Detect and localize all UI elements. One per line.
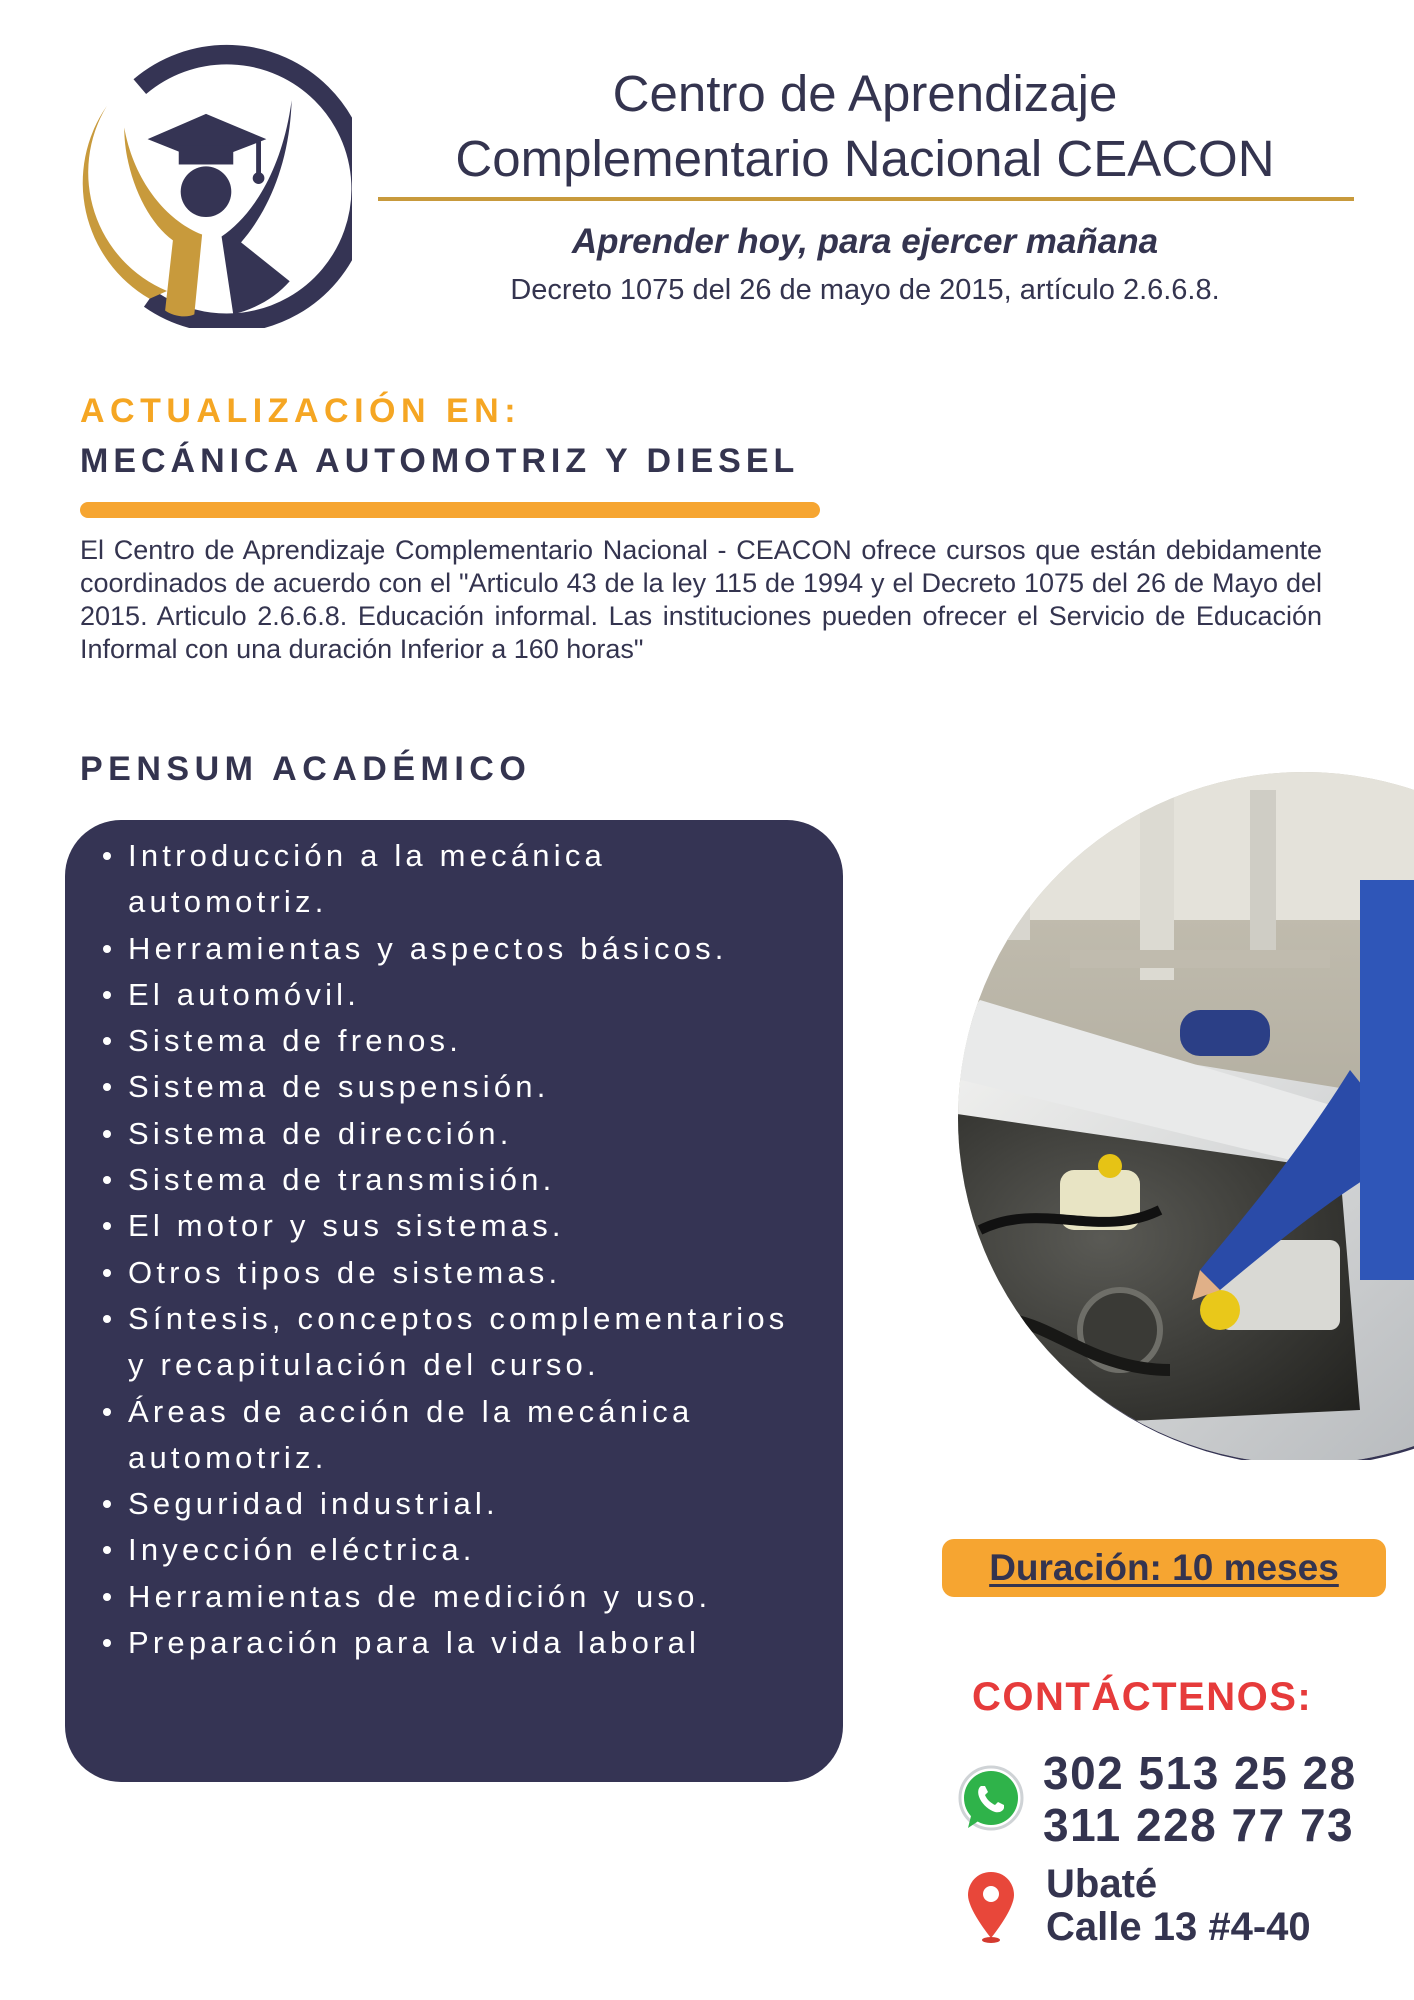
pensum-item: Áreas de acción de la mecánica automotriz. — [65, 1389, 813, 1482]
pensum-list — [65, 833, 813, 1666]
pensum-item: Sistema de transmisión. — [65, 1157, 813, 1203]
location-pin-icon — [966, 1870, 1016, 1944]
pensum-panel — [65, 820, 843, 1782]
duration-badge: Duración: 10 meses — [942, 1539, 1386, 1597]
course-intro-text: El Centro de Aprendizaje Complementario Nacional - CEACON ofrece cursos que están debidamente coordinados de acuerdo con el "Articulo 43 de la ley 115 de 1994 y el Decreto 1075 del 26 de Mayo del 2015. Articulo 2.6.6.8. Educación informal. Las instituciones pueden ofrecer el Servicio de Educación Informal con una duración Inferior a 160 horas" — [80, 535, 1322, 664]
address-street: Calle 13 #4-40 — [1046, 1905, 1311, 1949]
ceacon-logo-icon — [60, 36, 352, 328]
phone-number-2[interactable]: 311 228 77 73 — [1043, 1799, 1355, 1851]
phone-number-1[interactable]: 302 513 25 28 — [1043, 1747, 1357, 1799]
whatsapp-icon — [954, 1762, 1028, 1836]
course-subject: MECÁNICA AUTOMOTRIZ Y DIESEL — [80, 442, 800, 480]
pensum-item: Seguridad industrial. — [65, 1481, 813, 1527]
pensum-item: Síntesis, conceptos complementarios y recapitulación del curso. — [65, 1296, 813, 1389]
tagline: Aprender hoy, para ejercer mañana — [571, 222, 1159, 261]
decree-text: Decreto 1075 del 26 de mayo de 2015, artículo 2.6.6.8. — [510, 274, 1220, 306]
mechanic-photo — [920, 770, 1414, 1460]
pensum-item: Herramientas y aspectos básicos. — [65, 926, 813, 972]
pensum-item: Inyección eléctrica. — [65, 1527, 813, 1573]
title-line-1: Centro de Aprendizaje — [612, 65, 1118, 122]
pensum-item: Sistema de frenos. — [65, 1018, 813, 1064]
title-divider — [378, 197, 1354, 201]
section-divider — [80, 502, 820, 518]
pensum-title: PENSUM ACADÉMICO — [80, 750, 532, 788]
contact-title: CONTÁCTENOS: — [972, 1675, 1313, 1719]
course-label: ACTUALIZACIÓN EN: — [80, 392, 522, 430]
pensum-item: El motor y sus sistemas. — [65, 1203, 813, 1249]
pensum-item: Otros tipos de sistemas. — [65, 1250, 813, 1296]
address-city: Ubaté — [1046, 1862, 1158, 1906]
pensum-item: Preparación para la vida laboral — [65, 1620, 813, 1666]
pensum-item: Introducción a la mecánica automotriz. — [65, 833, 813, 926]
title-line-2: Complementario Nacional CEACON — [455, 130, 1275, 187]
pensum-item: Sistema de dirección. — [65, 1111, 813, 1157]
pensum-item: Herramientas de medición y uso. — [65, 1574, 813, 1620]
pensum-item: Sistema de suspensión. — [65, 1064, 813, 1110]
pensum-item: El automóvil. — [65, 972, 813, 1018]
